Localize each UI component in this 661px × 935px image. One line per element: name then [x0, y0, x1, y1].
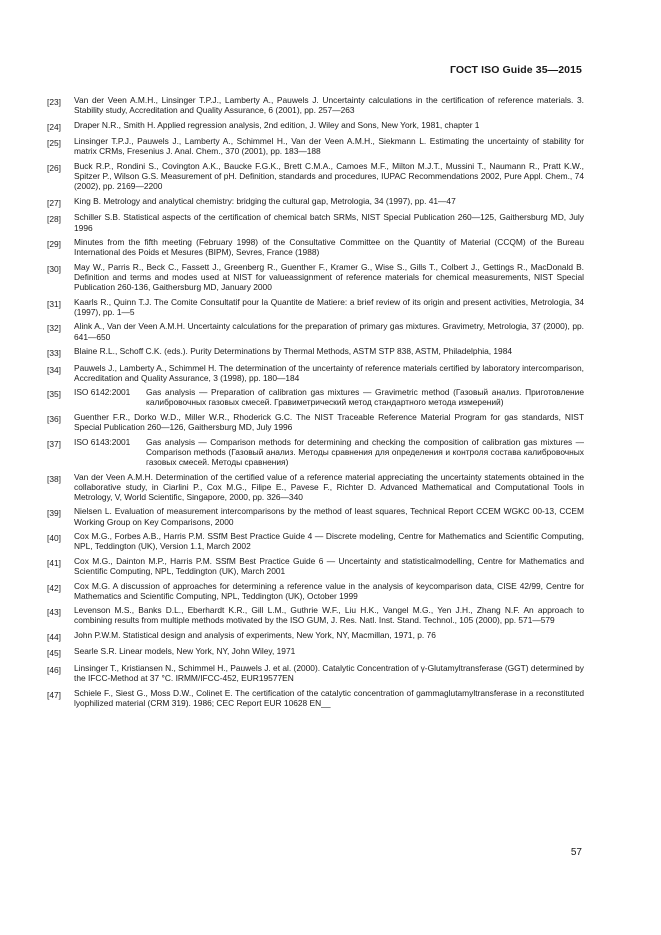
reference-number: [29]	[47, 239, 61, 250]
reference-text: Pauwels J., Lamberty A., Schimmel H. The determination of the uncertainty of reference materials certified by laboratory intercomparison, Accreditation and Quality Assurance, 3 (1998), pp. 180—184	[74, 362, 584, 383]
reference-number: [37]	[47, 438, 61, 449]
reference-item	[47, 506, 584, 526]
reference-text: Schiller S.B. Statistical aspects of the certification of chemical batch SRMs, NIST Special Publication 260—125, Gaithersburg MD, July 1996	[74, 212, 584, 233]
reference-number: [32]	[47, 323, 61, 334]
reference-item	[47, 556, 584, 576]
page-number: 57	[570, 847, 582, 858]
reference-text: King B. Metrology and analytical chemistry: bridging the cultural gap, Metrologia, 34 (1997), pp. 41—47	[74, 195, 456, 206]
reference-item	[47, 346, 584, 358]
reference-text: Schiele F., Siest G., Moss D.W., Colinet E. The certification of the catalytic concentration of gammaglutamyltransferase in a reconstituted lyophilized material (CRM 319). 1986; CEC Report EUR 10628 EN__	[74, 687, 584, 708]
reference-text: Guenther F.R., Dorko W.D., Miller W.R., Rhoderick G.C. The NIST Traceable Reference Material Program for gas standards, NIST Special Publication 260—126, Gaithersburg MD, July 1996	[74, 411, 584, 433]
reference-item	[47, 581, 584, 601]
reference-text: Buck R.P., Rondini S., Covington A.K., Baucke F.G.K., Brett C.M.A., Camoes M.F., Milton M.J.T., Mussini T., Naumann R., Pratt K.W., Spitzer P., Wilson G.S. Measurement of pH. Definition, standards and procedures, IUPAC Recommendations 2002, Pure Appl. Chem., 74 (2002), pp. 2169—2200	[74, 160, 584, 192]
reference-text: Cox M.G. A discussion of approaches for determining a reference value in the analysis of keycomparison data, CISE 42/99, Centre for Mathematics and Scientific Computing, NPL, Teddington (UK), October 1999	[74, 580, 584, 601]
reference-item	[47, 321, 584, 341]
reference-text: Searle S.R. Linear models, New York, NY, John Wiley, 1971	[74, 646, 296, 657]
reference-item	[47, 297, 584, 317]
reference-item	[47, 646, 584, 658]
reference-number: [39]	[47, 508, 61, 519]
reference-text: Van der Veen A.M.H. Determination of the certified value of a reference material appreciating the uncertainty statements obtained in the collaborative study, in Ciarlini P., Cox M.G., Filipe E., Pavese F., Richter D. Advanced Mathematical and Computational Tools in Metrology, V, World Scientific, Singapore, 2000, pp. 326—340	[74, 471, 584, 502]
reference-text: Alink A., Van der Veen A.M.H. Uncertainty calculations for the preparation of primary gas mixtures. Gravimetry, Metrologia, 37 (2000), pp. 641—650	[74, 321, 584, 342]
reference-item	[47, 630, 584, 642]
reference-text: Blaine R.L., Schoff C.K. (eds.). Purity Determinations by Thermal Methods, ASTM STP 838, ASTM, Philadelphia, 1984	[74, 346, 513, 357]
reference-item-standard	[47, 387, 584, 407]
reference-text: Kaarls R., Quinn T.J. The Comite Consultatif pour la Quantite de Matiere: a brief review of its origin and present activities, Metrologia, 34 (1997), pp. 1—5	[74, 296, 584, 317]
reference-text: Van der Veen A.M.H., Linsinger T.P.J., Lamberty A., Pauwels J. Uncertainty calculations in the certification of reference materials. 3. Stability study, Accreditation and Quality Assurance, 6 (2001), pp. 257—263	[74, 95, 584, 116]
reference-item	[47, 212, 584, 232]
reference-item	[47, 472, 584, 503]
reference-number: [41]	[47, 557, 61, 568]
reference-item	[47, 363, 584, 383]
reference-text: Linsinger T., Kristiansen N., Schimmel H., Pauwels J. et al. (2000). Catalytic Concentration of γ-Glutamyltransferase (GGT) determined by the IFCC-Method at 37 °C. IRMM/IFCC-452, EUR19577EN	[74, 662, 584, 684]
reference-item	[47, 120, 584, 132]
reference-text: Nielsen L. Evaluation of measurement intercomparisons by the method of least squares, Technical Report CCEM WGKC 00-13, CCEM Working Group on Key Comparisons, 2000	[74, 506, 584, 527]
reference-text: Cox M.G., Forbes A.B., Harris P.M. SSfM Best Practice Guide 4 — Discrete modeling, Centre for Mathematics and Scientific Computing, NPL, Teddington (UK), Version 1.1, March 2002	[74, 531, 584, 552]
reference-number: [34]	[47, 364, 61, 375]
standard-code: ISO 6142:2001	[74, 387, 131, 398]
reference-number: [35]	[47, 389, 61, 400]
reference-number: [45]	[47, 648, 61, 659]
reference-number: [25]	[47, 138, 61, 149]
standard-title: Gas analysis — Comparison methods for determining and checking the composition of calibration gas mixtures — Comparison methods (Газовый анализ. Методы сравнения для определения и контроля состава калибровочных газовых смесей. Методы сравнения)	[146, 436, 584, 468]
reference-item	[47, 531, 584, 551]
reference-item	[47, 136, 584, 156]
reference-number: [43]	[47, 607, 61, 618]
reference-text: John P.W.M. Statistical design and analysis of experiments, New York, NY, Macmillan, 1971, p. 76	[74, 629, 436, 640]
reference-item	[47, 663, 584, 683]
reference-number: [27]	[47, 197, 61, 208]
reference-text: Linsinger T.P.J., Pauwels J., Lamberty A., Schimmel H., Van der Veen A.M.H., Siekmann L. Estimating the uncertainty of stability for matrix CRMs, Fresenius J. Anal. Chem., 370 (2001), pp. 183—188	[74, 136, 584, 157]
reference-number: [42]	[47, 582, 61, 593]
reference-item	[47, 688, 584, 708]
standard-title: Gas analysis — Preparation of calibration gas mixtures — Gravimetric method (Газовый анализ. Приготовление калибровочных газовых смесей. Гравиметрический метод стандартного метода измерений)	[146, 387, 584, 408]
reference-text: Levenson M.S., Banks D.L., Eberhardt K.R., Gill L.M., Guthrie W.F., Liu H.K., Vangel M.G., Yen J.H., Zhang N.F. An approach to combining results from multiple methods motivated by the ISO GUM, J. Res. Natl. Inst. Stand. Technol., 105 (2000), pp. 571—579	[74, 605, 584, 626]
reference-number: [26]	[47, 162, 61, 173]
reference-item-standard	[47, 437, 584, 468]
reference-text: May W., Parris R., Beck C., Fassett J., Greenberg R., Guenther F., Kramer G., Wise S., Gills T., Colbert J., Gettings R., MacDonald B. Definition and terms and modes used at NIST for valueassignment of reference materials for chemical measurements, NIST Special Publication 260-136, Gaithersburg MD, January 2000	[74, 261, 584, 293]
reference-item	[47, 161, 584, 192]
reference-text: Cox M.G., Dainton M.P., Harris P.M. SSfM Best Practice Guide 6 — Uncertainty and statisticalmodelling, Centre for Mathematics and Scientific Computing, NPL, Teddington (UK), March 2001	[74, 555, 584, 577]
reference-item	[47, 262, 584, 293]
reference-number: [36]	[47, 413, 61, 424]
reference-item	[47, 95, 584, 115]
reference-number: [31]	[47, 298, 61, 309]
reference-item	[47, 196, 584, 208]
standard-body	[74, 387, 584, 407]
reference-item	[47, 412, 584, 432]
reference-text: Draper N.R., Smith H. Applied regression analysis, 2nd edition, J. Wiley and Sons, New York, 1981, chapter 1	[74, 119, 480, 130]
reference-number: [33]	[47, 348, 61, 359]
reference-number: [40]	[47, 533, 61, 544]
reference-number: [24]	[47, 121, 61, 132]
standard-code: ISO 6143:2001	[74, 436, 131, 447]
reference-item	[47, 237, 584, 257]
bibliography-list	[47, 95, 584, 712]
reference-number: [23]	[47, 97, 61, 107]
standard-body	[74, 437, 584, 468]
reference-number: [44]	[47, 631, 61, 642]
reference-number: [47]	[47, 689, 61, 700]
reference-number: [38]	[47, 473, 61, 484]
reference-number: [28]	[47, 214, 61, 225]
reference-number: [30]	[47, 263, 61, 274]
document-header: ГОСТ ISO Guide 35—2015	[449, 64, 582, 76]
reference-text: Minutes from the fifth meeting (February 1998) of the Consultative Committee on the Quantity of Material (CCQM) of the Bureau International des Poids et Mesures (BIPM), Sevres, France (1988)	[74, 237, 584, 258]
reference-item	[47, 605, 584, 625]
reference-number: [46]	[47, 664, 61, 675]
